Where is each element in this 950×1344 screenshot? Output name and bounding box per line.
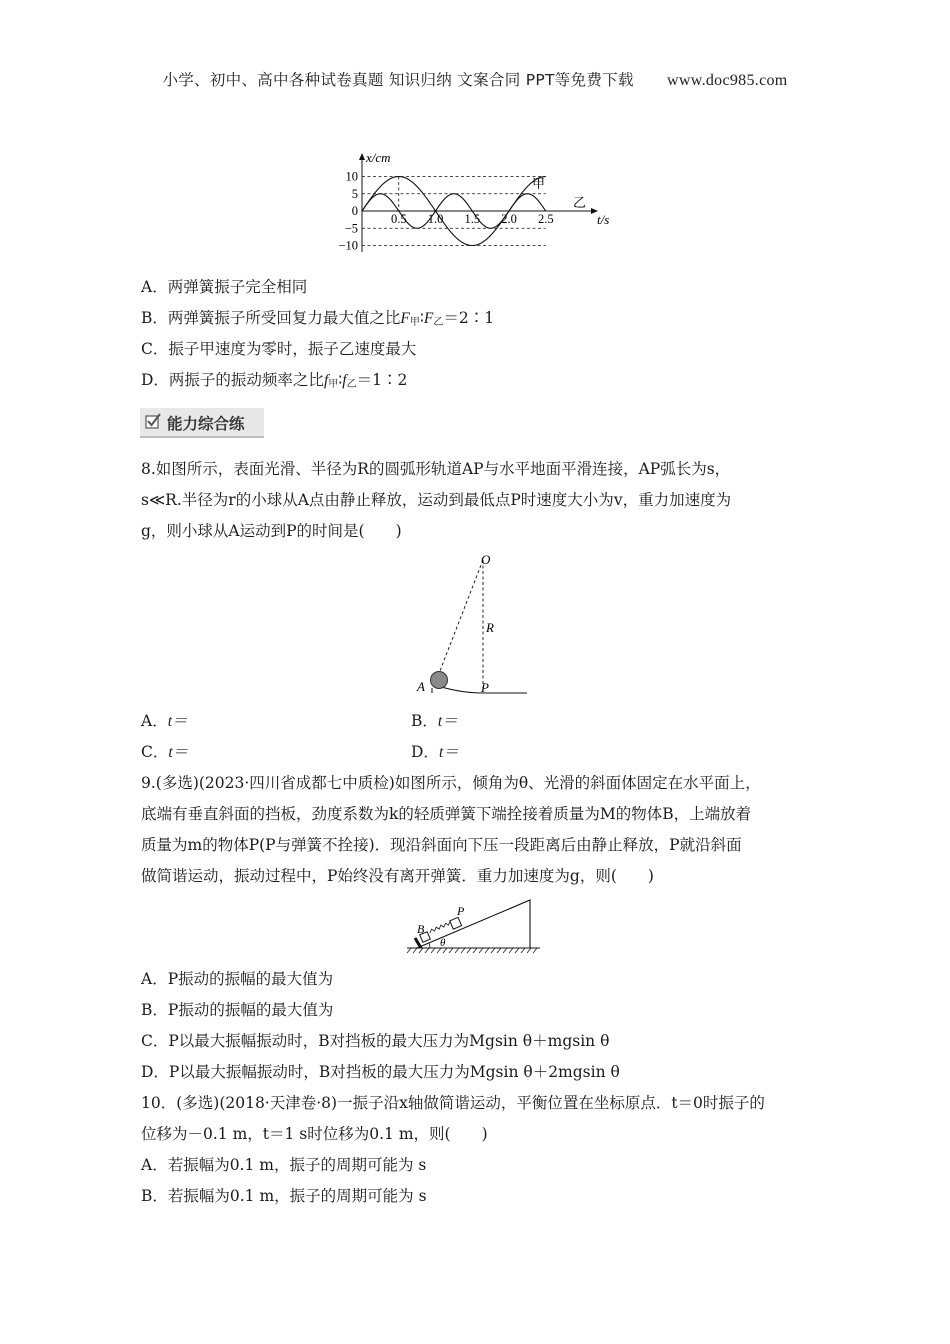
q8-d-label: D． (411, 743, 439, 761)
fig-label-b: B (417, 922, 425, 936)
series-yi-label: 乙 (573, 196, 587, 211)
page-header (0, 68, 950, 90)
x-tick-label: 1.5 (464, 212, 481, 226)
q8-d-eq: t＝ (438, 744, 459, 761)
q8-option-d[interactable] (411, 742, 459, 763)
x-axis-label: t/s (597, 212, 610, 227)
fig-label-a: A (417, 679, 425, 694)
q8-c-label: C． (141, 743, 169, 761)
checkbox-check-icon (145, 413, 161, 429)
q9-line-2: 底端有垂直斜面的挡板，劲度系数为k的轻质弹簧下端拴接着质量为M的物体B，上端放着 (141, 805, 752, 823)
q9-line-1: 9.(多选)(2023·四川省成都七中质检)如图所示，倾角为θ、光滑的斜面体固定在水平面上， (141, 774, 761, 792)
fig-label-o: O (481, 552, 491, 567)
q7-option-d[interactable] (141, 370, 407, 395)
q9-option-a[interactable]: A．P振动的振幅的最大值为 (141, 970, 334, 988)
q10-line-2: 位移为－0.1 m，t＝1 s时位移为0.1 m，则( ) (141, 1125, 488, 1143)
q7-d-sub1: 甲 (328, 379, 339, 390)
y-axis-label: x/cm (366, 150, 391, 165)
q8-line-2: s≪R.半径为r的小球从A点由静止释放，运动到最低点P时速度大小为v，重力加速度为 (141, 491, 732, 509)
q8-figure (410, 550, 540, 700)
q7-option-c[interactable]: C．振子甲速度为零时，振子乙速度最大 (141, 340, 417, 358)
series-jia-label: 甲 (532, 177, 546, 192)
q10-option-a[interactable]: A．若振幅为0.1 m，振子的周期可能为 s (141, 1156, 427, 1174)
x-tick-label: 2.0 (501, 212, 517, 226)
q7-d-mid: ∶ (338, 371, 343, 389)
y-tick-label: −10 (338, 238, 358, 253)
q7-b-f2: F (423, 310, 434, 327)
y-tick-label: 0 (351, 204, 358, 218)
q9-line-4: 做简谐运动，振动过程中，P始终没有离开弹簧．重力加速度为g，则( ) (141, 867, 654, 885)
q9-option-d[interactable]: D．P以最大振幅振动时，B对挡板的最大压力为Mgsin θ＋2mgsin θ (141, 1063, 620, 1081)
q8-option-b[interactable] (411, 711, 458, 732)
fig-label-r: R (486, 620, 494, 635)
q7-d-sub2: 乙 (346, 379, 357, 390)
q8-a-label: A． (141, 712, 168, 730)
header-url[interactable]: www.doc985.com (667, 72, 788, 89)
q8-b-label: B． (411, 712, 438, 730)
q9-option-c[interactable]: C．P以最大振幅振动时，B对挡板的最大压力为Mgsin θ＋mgsin θ (141, 1032, 610, 1050)
fig-label-p2: P (457, 904, 465, 918)
q8-line-3: g，则小球从A运动到P的时间是( ) (141, 522, 402, 540)
q8-option-a[interactable] (141, 711, 188, 732)
q8-a-eq: t＝ (167, 713, 188, 730)
y-tick-label: 10 (345, 169, 358, 184)
q10-line-1: 10．(多选)(2018·天津卷·8)一振子沿x轴做简谐运动，平衡位置在坐标原点．t＝0时振子的 (141, 1094, 765, 1112)
q7-d-f2: f (342, 372, 347, 389)
fig-label-theta: θ (440, 937, 446, 949)
q7-b-sub2: 乙 (433, 317, 444, 328)
q7-b-f: F (400, 310, 410, 327)
q9-line-3: 质量为m的物体P(P与弹簧不拴接)．现沿斜面向下压一段距离后由静止释放，P就沿斜面 (141, 836, 742, 854)
header-text: 小学、初中、高中各种试卷真题 知识归纳 文案合同 PPT等免费下载 (162, 71, 634, 89)
y-tick-label: 5 (351, 186, 358, 201)
q7-b-mid: ∶ (419, 309, 424, 327)
q8-option-c[interactable] (141, 742, 188, 763)
q7-b-sub1: 甲 (409, 317, 420, 328)
q7-b-pre: B．两弹簧振子所受回复力最大值之比 (141, 309, 401, 327)
section-banner (140, 408, 264, 438)
q8-line-1: 8.如图所示，表面光滑、半径为R的圆弧形轨道AP与水平地面平滑连接，AP弧长为s， (141, 460, 731, 478)
oscillation-graph (335, 148, 635, 256)
x-tick-label: 0.5 (390, 212, 407, 226)
q8-c-eq: t＝ (168, 744, 189, 761)
y-tick-label: −5 (344, 221, 358, 236)
q7-d-f: f (323, 372, 329, 389)
q7-option-a[interactable]: A．两弹簧振子完全相同 (141, 278, 308, 296)
section-title: 能力综合练 (167, 415, 245, 433)
q9-figure (405, 890, 545, 956)
q9-option-b[interactable]: B．P振动的振幅的最大值为 (141, 1001, 334, 1019)
q10-option-b[interactable]: B．若振幅为0.1 m，振子的周期可能为 s (141, 1187, 427, 1205)
q7-d-pre: D．两振子的振动频率之比 (141, 371, 324, 389)
ball (431, 672, 448, 689)
x-tick-label: 1.0 (427, 212, 444, 226)
q7-b-post: ＝2∶1 (443, 309, 495, 327)
q7-d-post: ＝1∶2 (356, 371, 408, 389)
q8-b-eq: t＝ (437, 713, 458, 730)
fig-label-p: P (481, 680, 489, 695)
q7-option-b[interactable] (141, 308, 494, 333)
x-tick-label: 2.5 (537, 212, 554, 226)
